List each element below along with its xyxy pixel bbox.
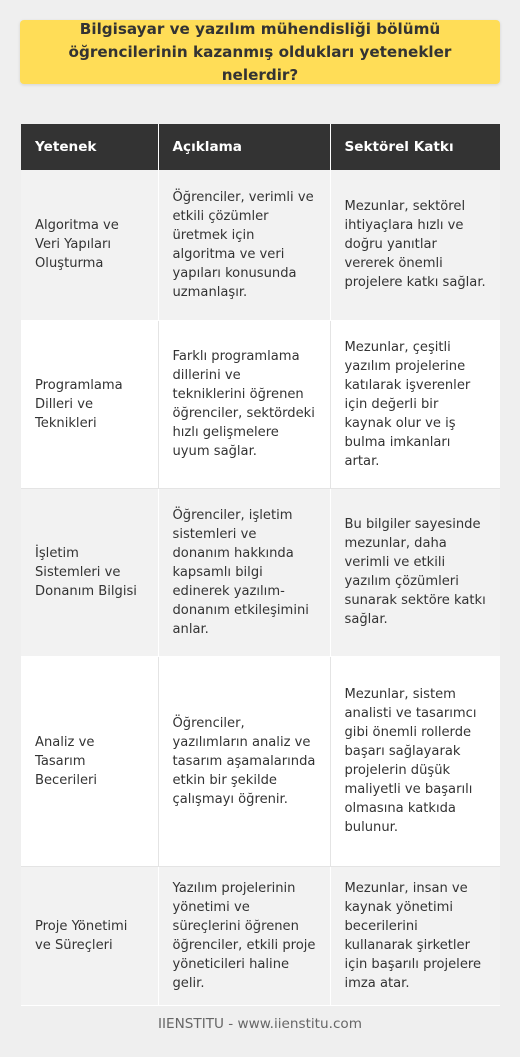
header-contribution: Sektörel Katkı (330, 124, 500, 170)
table-row (21, 866, 500, 1005)
skills-table (21, 124, 500, 1006)
cell-description: Öğrenciler, işletim sistemleri ve donanım hakkında kapsamlı bilgi edinerek yazılım-donanım etkileşimini anlar. (158, 488, 330, 656)
cell-skill: Proje Yönetimi ve Süreçleri (21, 866, 158, 1005)
footer-credit: IIENSTITU - www.iienstitu.com (158, 1016, 362, 1032)
table-row (21, 320, 500, 488)
cell-skill: Analiz ve Tasarım Becerileri (21, 656, 158, 866)
cell-skill: Algoritma ve Veri Yapıları Oluşturma (21, 170, 158, 320)
cell-contribution: Mezunlar, insan ve kaynak yönetimi becerilerini kullanarak şirketler için başarılı projelere imza atar. (330, 866, 500, 1005)
cell-description: Öğrenciler, yazılımların analiz ve tasarım aşamalarında etkin bir şekilde çalışmayı öğrenir. (158, 656, 330, 866)
table-row (21, 170, 500, 320)
cell-contribution: Mezunlar, çeşitli yazılım projelerine katılarak işverenler için değerli bir kaynak olur ve iş bulma imkanları artar. (330, 320, 500, 488)
page-title: Bilgisayar ve yazılım mühendisliği bölümü öğrencilerinin kazanmış oldukları yetenekler nelerdir? (68, 19, 452, 84)
header-description: Açıklama (158, 124, 330, 170)
cell-description: Öğrenciler, verimli ve etkili çözümler üretmek için algoritma ve veri yapıları konusunda uzmanlaşır. (158, 170, 330, 320)
cell-description: Farklı programlama dillerini ve tekniklerini öğrenen öğrenciler, sektördeki hızlı gelişmelere uyum sağlar. (158, 320, 330, 488)
header-skill: Yetenek (21, 124, 158, 170)
cell-contribution: Mezunlar, sektörel ihtiyaçlara hızlı ve doğru yanıtlar vererek önemli projelere katkı sağlar. (330, 170, 500, 320)
title-banner (20, 20, 500, 84)
table-header-row (21, 124, 500, 170)
cell-contribution: Mezunlar, sistem analisti ve tasarımcı gibi önemli rollerde başarı sağlayarak projelerin düşük maliyetli ve başarılı olmasına katkıda bulunur. (330, 656, 500, 866)
table-row (21, 488, 500, 656)
cell-skill: Programlama Dilleri ve Teknikleri (21, 320, 158, 488)
cell-contribution: Bu bilgiler sayesinde mezunlar, daha verimli ve etkili yazılım çözümleri sunarak sektöre katkı sağlar. (330, 488, 500, 656)
table-row (21, 656, 500, 866)
cell-description: Yazılım projelerinin yönetimi ve süreçlerini öğrenen öğrenciler, etkili proje yöneticileri haline gelir. (158, 866, 330, 1005)
cell-skill: İşletim Sistemleri ve Donanım Bilgisi (21, 488, 158, 656)
